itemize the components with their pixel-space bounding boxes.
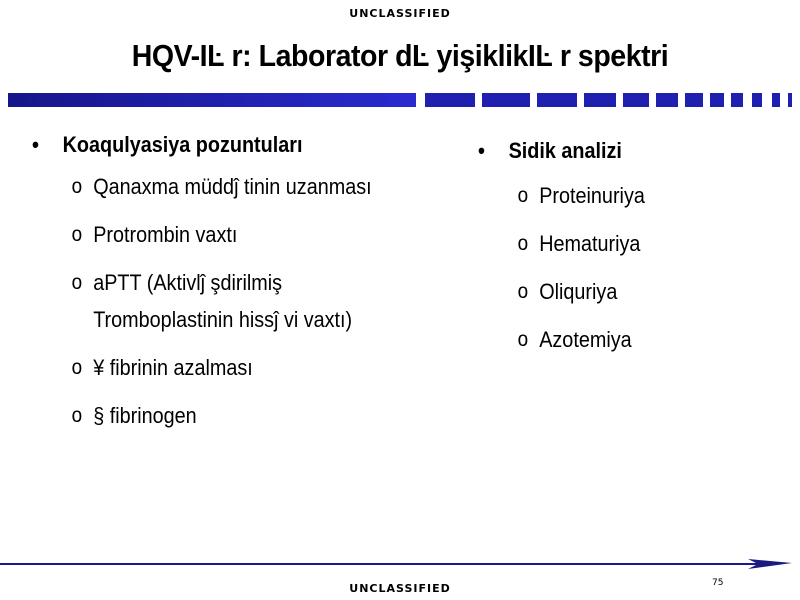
list-item-text: aPTT (Aktivlĵ şdirilmiş [93, 270, 283, 295]
title-bar-block [623, 93, 649, 107]
list-item [32, 168, 410, 205]
sub-bullet-icon: o [71, 271, 83, 294]
sub-bullet-icon: o [517, 328, 529, 351]
sub-bullet-icon: o [517, 184, 529, 207]
title-bar-block [710, 93, 724, 107]
list-item-text: Hematuriya [539, 231, 641, 256]
footer-arrow-line [0, 558, 800, 570]
urinalysis-heading: Sidik analizi [508, 138, 622, 163]
title-bar-block [425, 93, 475, 107]
list-item-text-continued: Tromboplastinin hissĵ vi vaxtı) [93, 307, 353, 332]
list-item [32, 397, 410, 434]
title-bar-block [772, 93, 780, 107]
list-item-text: Protrombin vaxtı [93, 222, 238, 247]
list-item [478, 225, 748, 262]
list-heading [32, 130, 410, 160]
list-item-text: Azotemiya [539, 327, 632, 352]
title-bar-gradient [8, 93, 416, 107]
list-item-text: Oliquriya [539, 279, 618, 304]
title-bar-block [482, 93, 530, 107]
left-column [32, 130, 452, 434]
sub-bullet-icon: o [71, 404, 83, 427]
list-item-text: § fibrinogen [93, 403, 197, 428]
list-heading [478, 136, 748, 166]
page-number: 75 [712, 578, 724, 588]
list-item [32, 349, 410, 386]
footer-rule [0, 563, 760, 565]
list-item-text: ¥ fibrinin azalması [93, 355, 253, 380]
coagulation-list [32, 168, 452, 434]
title-bar-block [752, 93, 762, 107]
list-item [478, 273, 748, 310]
urinalysis-list [478, 177, 778, 358]
title-bar-block [685, 93, 703, 107]
list-item [478, 177, 748, 214]
bullet-dot-icon: • [478, 138, 485, 163]
classification-banner-top: UNCLASSIFIED [349, 7, 451, 20]
title-bar-block [537, 93, 577, 107]
right-column [478, 136, 778, 358]
title-bar-block [731, 93, 743, 107]
sub-bullet-icon: o [71, 356, 83, 379]
sub-bullet-icon: o [517, 280, 529, 303]
bullet-dot-icon: • [32, 132, 39, 157]
classification-banner-bottom: UNCLASSIFIED [349, 582, 451, 595]
list-item-text: Qanaxma müddĵ tinin uzanması [93, 174, 372, 199]
list-item [32, 216, 410, 253]
title-bar-block [584, 93, 616, 107]
coagulation-heading: Koaqulyasiya pozuntuları [62, 132, 303, 157]
list-item [32, 264, 410, 338]
sub-bullet-icon: o [517, 232, 529, 255]
list-item [478, 321, 748, 358]
title-bar-block [788, 93, 792, 107]
sub-bullet-icon: o [71, 175, 83, 198]
list-item-text: Proteinuriya [539, 183, 645, 208]
sub-bullet-icon: o [71, 223, 83, 246]
title-bar-block [656, 93, 678, 107]
slide-title: HQV-IĿ r: Laborator dĿ yişiklikIĿ r spektri [131, 38, 669, 73]
